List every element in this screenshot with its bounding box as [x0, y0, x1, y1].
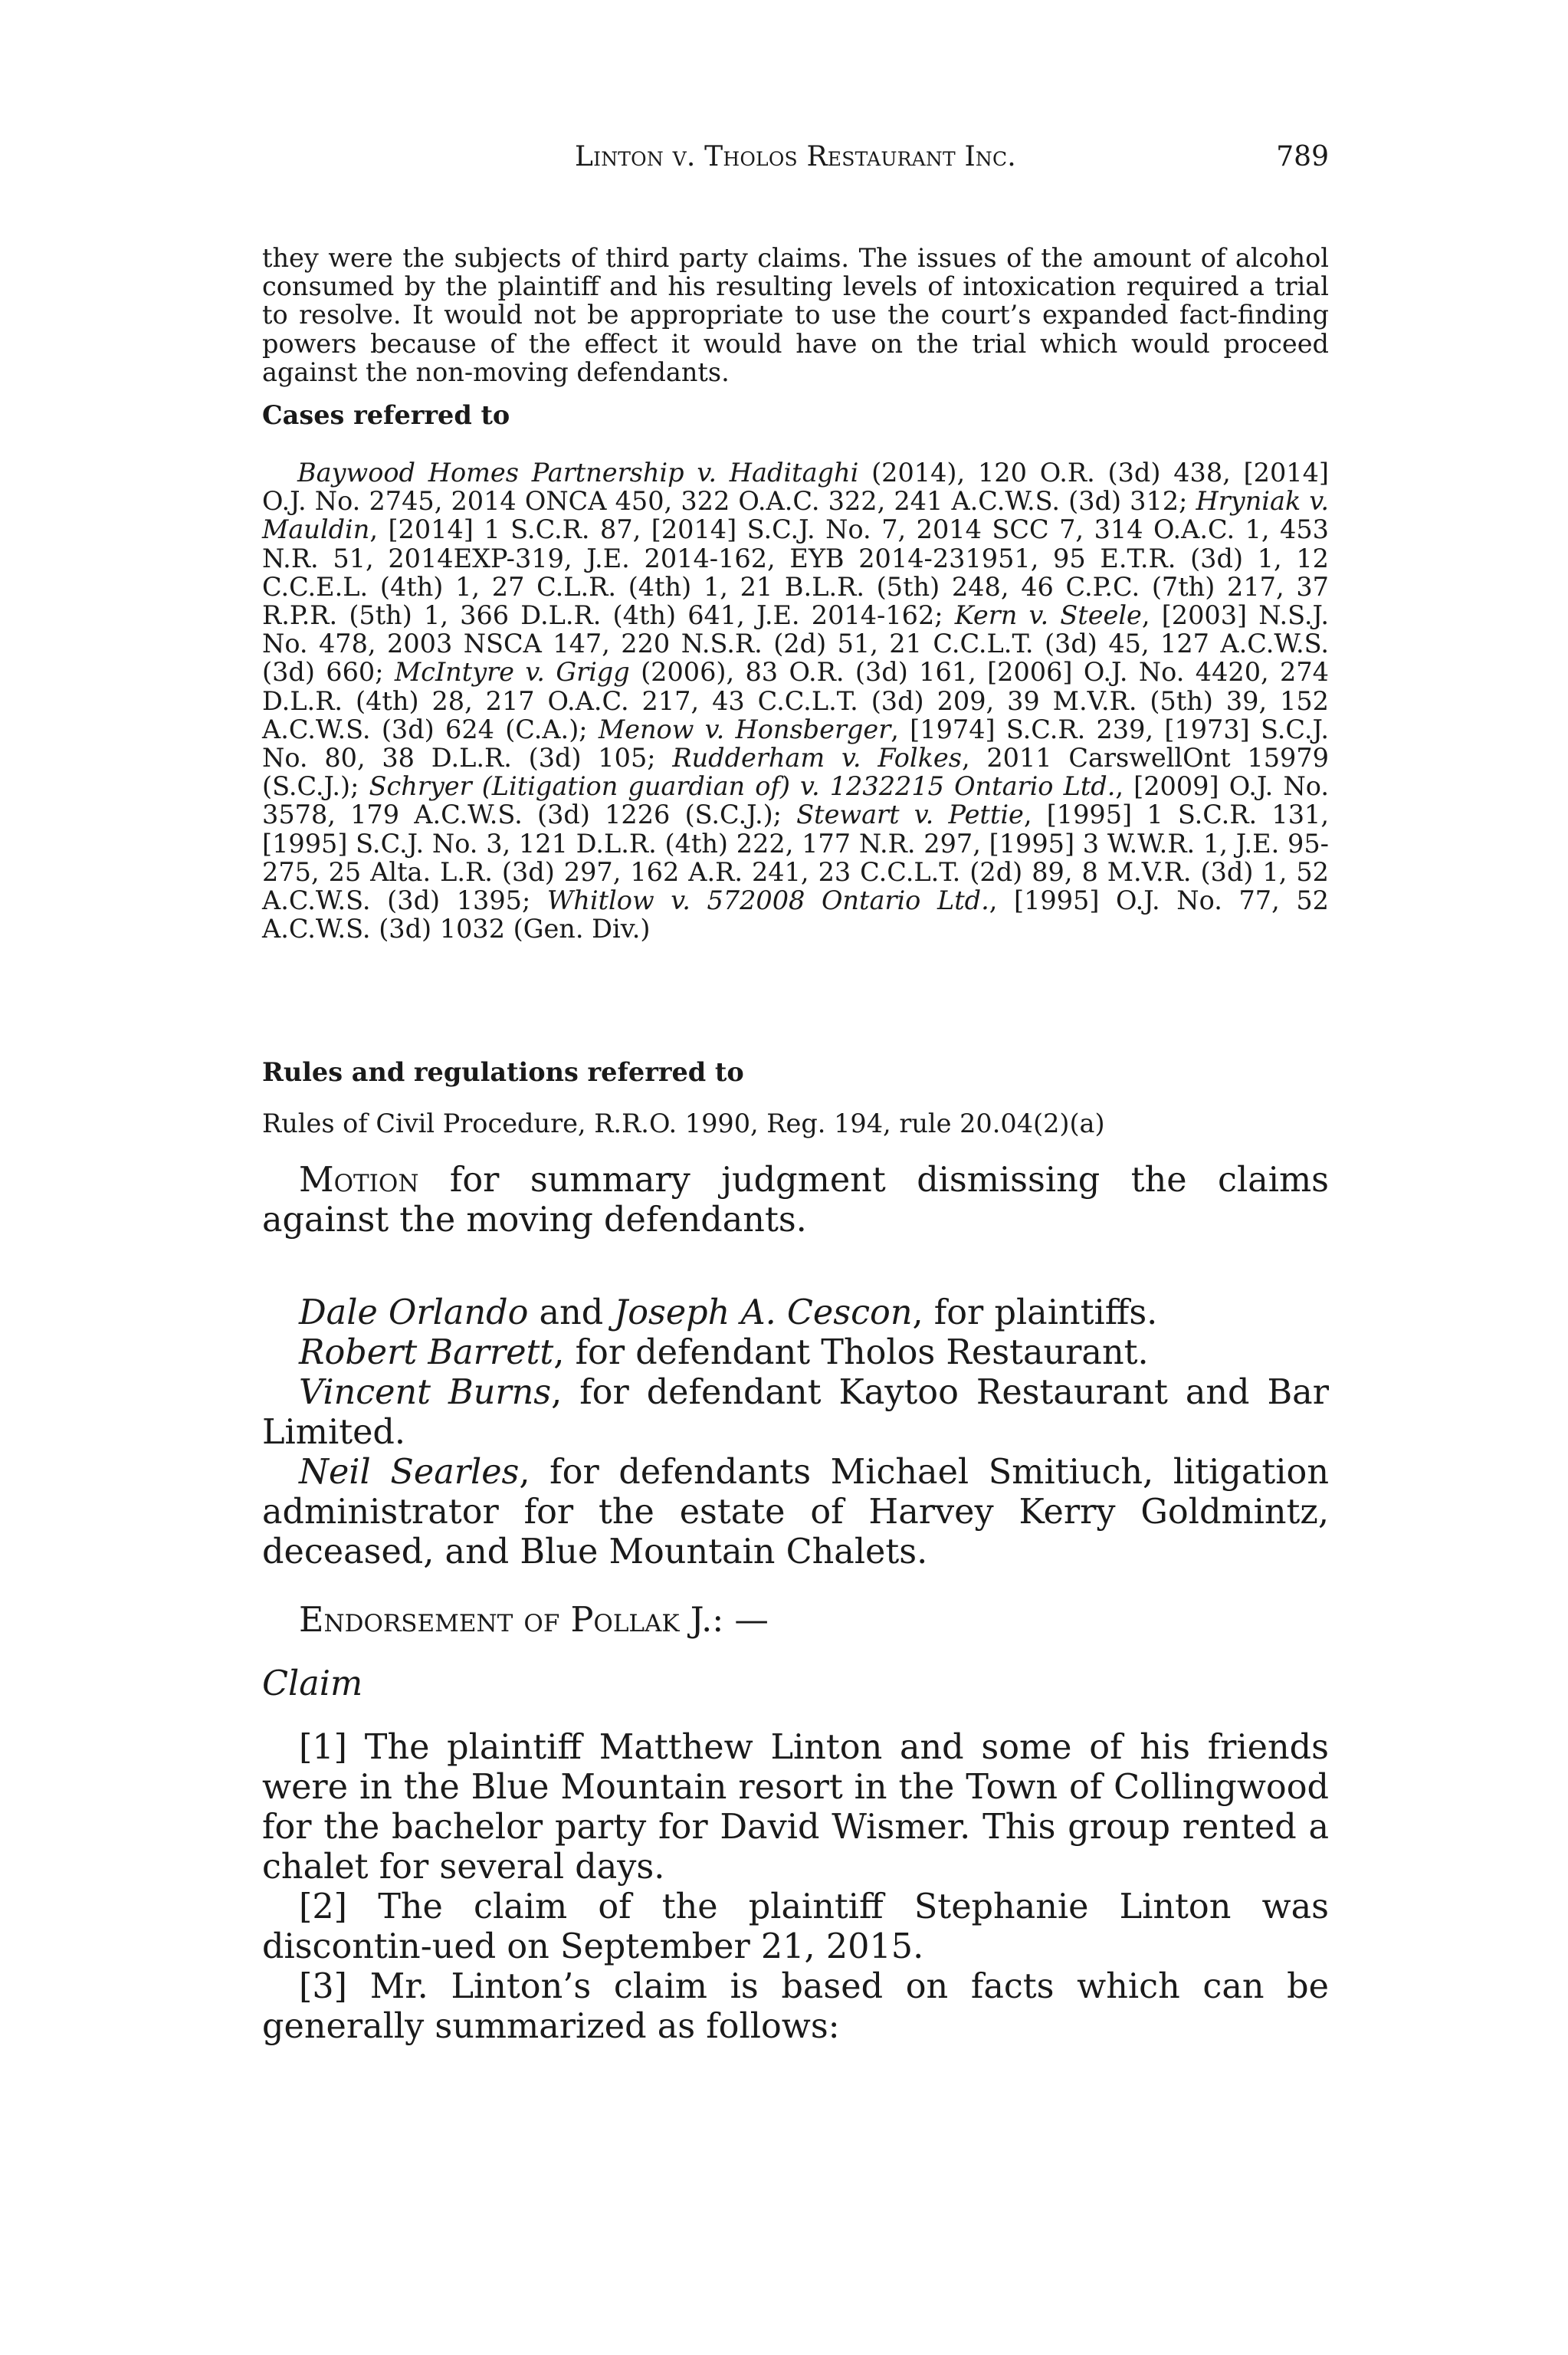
counsel-role: , for defendants Michael Smitiuch, litigation administrator for the estate of Harvey Kerry Goldmintz, deceased, and Blue Mountain Chalets.: [262, 1453, 1329, 1572]
counsel-line: [262, 1293, 1329, 1333]
case-citation: , [2009] O.J. No. 3578, 179 A.C.W.S. (3d) 1226 (S.C.J.);: [262, 771, 1329, 830]
counsel-name: Joseph A. Cescon: [614, 1293, 913, 1332]
endorsement-line: Endorsement of Pollak J.: —: [299, 1601, 769, 1640]
counsel-line: [262, 1453, 1329, 1572]
motion-rest: for summary judgment dismissing the claims against the moving defendants.: [262, 1161, 1329, 1240]
case-name: Menow v. Honsberger: [598, 714, 891, 744]
case-name: Stewart v. Pettie: [796, 800, 1024, 830]
headnote-continuation: they were the subjects of third party claims. The issues of the amount of alcohol consumed by the plaintiff and his resulting levels of intoxication required a trial to resolve. It would not be appropriate to use the court’s expanded fact-finding powers because of the effect it would have on the trial which would proceed against the non-moving defendants.: [262, 243, 1329, 387]
cases-heading: Cases referred to: [262, 400, 510, 430]
rules-heading: Rules and regulations referred to: [262, 1057, 744, 1087]
counsel-name: Neil Searles: [299, 1453, 520, 1492]
page-number: 789: [1276, 141, 1329, 172]
case-citation: (2006), 83 O.R. (3d) 161, [2006] O.J. No. 4420, 274 D.L.R. (4th) 28, 217 O.A.C. 217, 43 C.C.L.T. (3d) 209, 39 M.V.R. (5th) 39, 152 A.C.W.S. (3d) 624 (C.A.);: [262, 657, 1329, 744]
case-citation: (2014), 120 O.R. (3d) 438, [2014] O.J. No. 2745, 2014 ONCA 450, 322 O.A.C. 322, 241 A.C.W.S. (3d) 312;: [262, 458, 1330, 517]
case-name: Baywood Homes Partnership v. Haditaghi: [297, 458, 859, 488]
claim-heading: Claim: [262, 1664, 363, 1703]
case-name: McIntyre v. Grigg: [394, 657, 630, 688]
counsel-role: , for defendant Tholos Restaurant.: [553, 1333, 1149, 1372]
counsel-role: , for plaintiffs.: [912, 1293, 1158, 1332]
case-citation: , [1995] 1 S.C.R. 131, [1995] S.C.J. No. 3, 121 D.L.R. (4th) 222, 177 N.R. 297, [1995] 3 W.W.R. 1, J.E. 95-275, 25 Alta. L.R. (3d) 297, 162 A.R. 241, 23 C.C.L.T. (2d) 89, 8 M.V.R. (3d) 1, 52 A.C.W.S. (3d) 1395;: [262, 800, 1329, 916]
case-citation: , [2014] 1 S.C.R. 87, [2014] S.C.J. No. 7, 2014 SCC 7, 314 O.A.C. 1, 453 N.R. 51, 2014EXP-319, J.E. 2014-162, EYB 2014-231951, 95 E.T.R. (3d) 1, 12 C.C.E.L. (4th) 1, 27 C.L.R. (4th) 1, 21 B.L.R. (5th) 248, 46 C.P.C. (7th) 217, 37 R.P.R. (5th) 1, 366 D.L.R. (4th) 641, J.E. 2014-162;: [262, 514, 1329, 631]
motion-paragraph: [262, 1161, 1329, 1240]
counsel-line: [262, 1373, 1329, 1453]
case-name: Hryniak v. Mauldin: [262, 486, 1329, 545]
rules-text: Rules of Civil Procedure, R.R.O. 1990, Reg. 194, rule 20.04(2)(a): [262, 1109, 1105, 1138]
paragraph-1: [1] The plaintiff Matthew Linton and some of his friends were in the Blue Mountain resort in the Town of Collingwood for the bachelor party for David Wismer. This group rented a chalet for several days.: [262, 1728, 1329, 1887]
paragraph-3: [3] Mr. Linton’s claim is based on facts which can be generally summarized as follows:: [262, 1967, 1329, 2046]
counsel-name: Robert Barrett: [299, 1333, 554, 1372]
case-name: Kern v. Steele: [954, 600, 1142, 631]
counsel-line: [262, 1333, 1329, 1373]
cases-list: [262, 458, 1329, 943]
case-name: Rudderham v. Folkes: [672, 743, 962, 774]
paragraph-2: [2] The claim of the plaintiff Stephanie Linton was discontin-ued on September 21, 2015.: [262, 1887, 1329, 1966]
case-name: Whitlow v. 572008 Ontario Ltd.: [546, 885, 989, 916]
counsel-role: , for defendant Kaytoo Restaurant and Bar Limited.: [262, 1373, 1329, 1452]
counsel-name: Vincent Burns: [299, 1373, 552, 1412]
counsel-name: Dale Orlando: [299, 1293, 529, 1332]
claim-paragraphs: [262, 1728, 1329, 2047]
counsel-role: and: [528, 1293, 615, 1332]
running-title: Linton v. Tholos Restaurant Inc.: [575, 141, 1016, 172]
case-citation: , [1995] O.J. No. 77, 52 A.C.W.S. (3d) 1032 (Gen. Div.): [262, 885, 1329, 944]
case-name: Schryer (Litigation guardian of) v. 1232215 Ontario Ltd.: [369, 771, 1116, 802]
case-citation: , [1974] S.C.R. 239, [1973] S.C.J. No. 80, 38 D.L.R. (3d) 105;: [262, 714, 1329, 774]
motion-lead: Motion: [299, 1161, 419, 1200]
running-head: [262, 134, 1329, 180]
case-citation: , 2011 CarswellOnt 15979 (S.C.J.);: [262, 743, 1329, 802]
case-citation: , [2003] N.S.J. No. 478, 2003 NSCA 147, 220 N.S.R. (2d) 51, 21 C.C.L.T. (3d) 45, 127 A.C.W.S. (3d) 660;: [262, 600, 1330, 688]
counsel-list: [262, 1293, 1329, 1572]
